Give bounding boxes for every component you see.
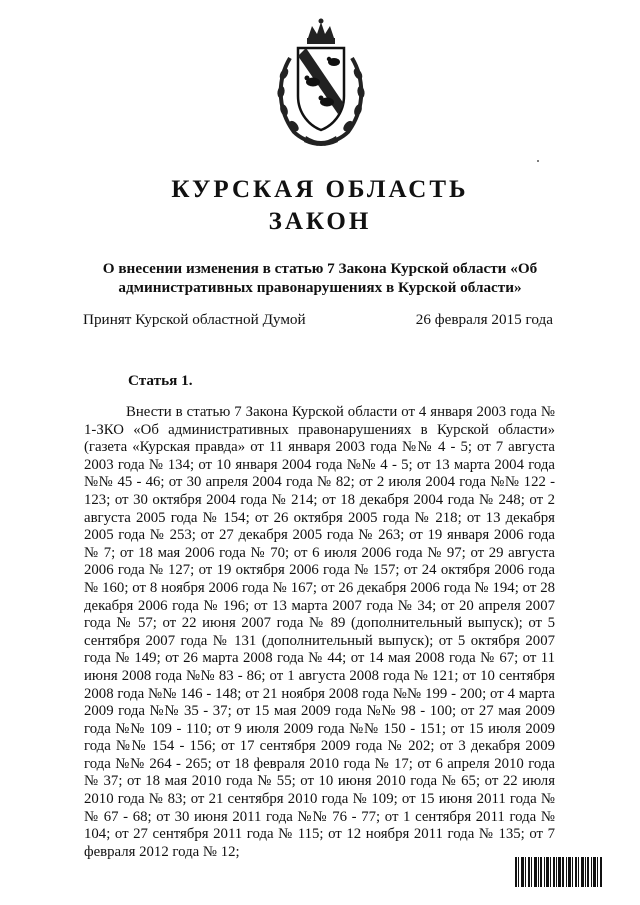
article-heading: Статья 1.: [128, 372, 193, 389]
document-type-title: ЗАКОН: [268, 208, 372, 235]
adoption-line: [83, 311, 553, 329]
adopting-body: Принят Курской областной Думой: [83, 311, 306, 328]
kursk-coat-of-arms-icon: [272, 18, 370, 148]
law-subject-title: О внесении изменения в статью 7 Закона Курской области «Об административных правонарушениях в Курской области»: [102, 260, 538, 296]
adoption-date: 26 февраля 2015 года: [415, 311, 553, 328]
region-title: КУРСКАЯ ОБЛАСТЬ: [171, 176, 469, 203]
scan-speck: [537, 160, 539, 162]
article-text: Внести в статью 7 Закона Курской области от 4 января 2003 года № 1-ЗКО «Об административных правонарушениях в Курской области» (газета «Курская правда» от 11 января 2003 года №№ 4 - 5; от 7 августа 2003 года № 134; от 10 января 2004 года №№ 4 - 5; от 13 марта 2004 года №№ 45 - 46; от 30 апреля 2004 года № 82; от 2 июля 2004 года №№ 122 - 123; от 30 октября 2004 года № 214; от 18 декабря 2004 года № 248; от 2 августа 2005 года № 154; от 26 октября 2005 года № 218; от 13 декабря 2005 года № 253; от 27 декабря 2005 года № 263; от 19 января 2006 года № 7; от 18 мая 2006 года № 70; от 6 июля 2006 года № 97; от 29 августа 2006 года № 127; от 19 октября 2006 года № 157; от 24 октября 2006 года № 160; от 8 ноября 2006 года № 167; от 26 декабря 2006 года № 194; от 28 декабря 2006 года № 196; от 13 марта 2007 года № 34; от 20 апреля 2007 года № 57; от 22 июня 2007 года № 89 (дополнительный выпуск); от 5 сентября 2007 года № 131 (дополнительный выпуск); от 5 октября 2007 года № 149; от 26 марта 2008 года № 44; от 14 мая 2008 года № 67; от 11 июня 2008 года №№ 83 - 86; от 1 августа 2008 года № 121; от 10 сентября 2008 года №№ 146 - 148; от 21 ноября 2008 года №№ 199 - 200; от 4 марта 2009 года №№ 35 - 37; от 15 мая 2009 года №№ 98 - 100; от 27 мая 2009 года №№ 109 - 110; от 9 июля 2009 года №№ 150 - 151; от 15 июля 2009 года №№ 154 - 156; от 17 сентября 2009 года № 202; от 3 декабря 2009 года №№ 264 - 265; от 18 февраля 2010 года № 17; от 6 апреля 2010 года № 37; от 18 мая 2010 года № 55; от 10 июня 2010 года № 65; от 22 июля 2010 года № 83; от 21 сентября 2010 года № 109; от 15 июня 2011 года №№ 67 - 68; от 30 июня 2011 года №№ 76 - 77; от 1 сентября 2011 года № 104; от 27 сентября 2011 года № 115; от 12 ноября 2011 года № 135; от 7 февраля 2012 года № 12;: [84, 404, 555, 860]
barcode-icon: [515, 857, 603, 887]
